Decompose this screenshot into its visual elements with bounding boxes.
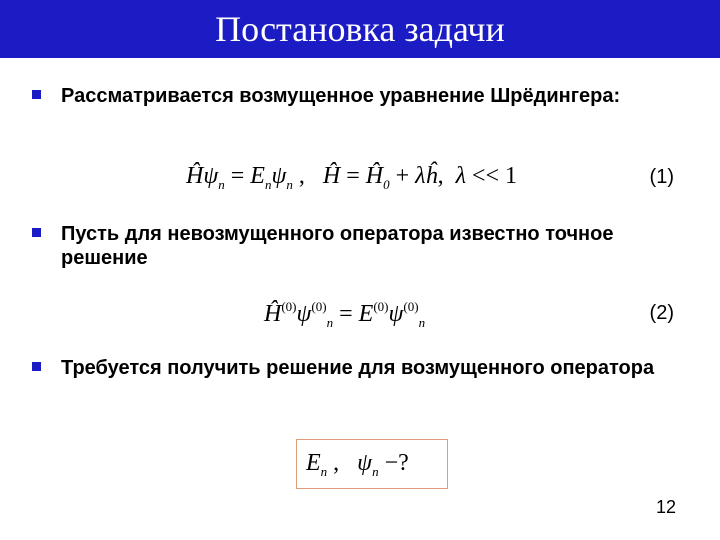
bullet-marker-icon [32, 90, 41, 99]
page-number: 12 [655, 497, 676, 517]
equation-number: (1) [649, 166, 674, 188]
formula-perturbed-equation: $Ĥ\psi_n = E_n\psi_n$ , Ĥ = $Ĥ_0$ + λĥ, λ << 1 [186, 163, 518, 192]
formula-unknowns: $E_n$ , $\psi_n$ −? [306, 450, 409, 479]
bullet-item [32, 222, 661, 270]
bullet-text: Рассматривается возмущенное уравнение Шрёдингера: [61, 85, 621, 107]
bullet-item [32, 356, 661, 380]
bullet-text: Пусть для невозмущенного оператора известно точное решение [61, 223, 614, 269]
formula-unperturbed-solution: $Ĥ^{(0)}\psi^{(0)}_n = E^{(0)}\psi^{(0)}_n$ [264, 299, 426, 330]
title-bar [0, 0, 720, 58]
equation-number: (2) [649, 302, 674, 324]
bullet-text: Требуется получить решение для возмущенного оператора [61, 357, 655, 379]
bullet-marker-icon [32, 228, 41, 237]
bullet-item [32, 84, 661, 108]
slide-title: Постановка задачи [215, 9, 505, 49]
bullet-marker-icon [32, 362, 41, 371]
